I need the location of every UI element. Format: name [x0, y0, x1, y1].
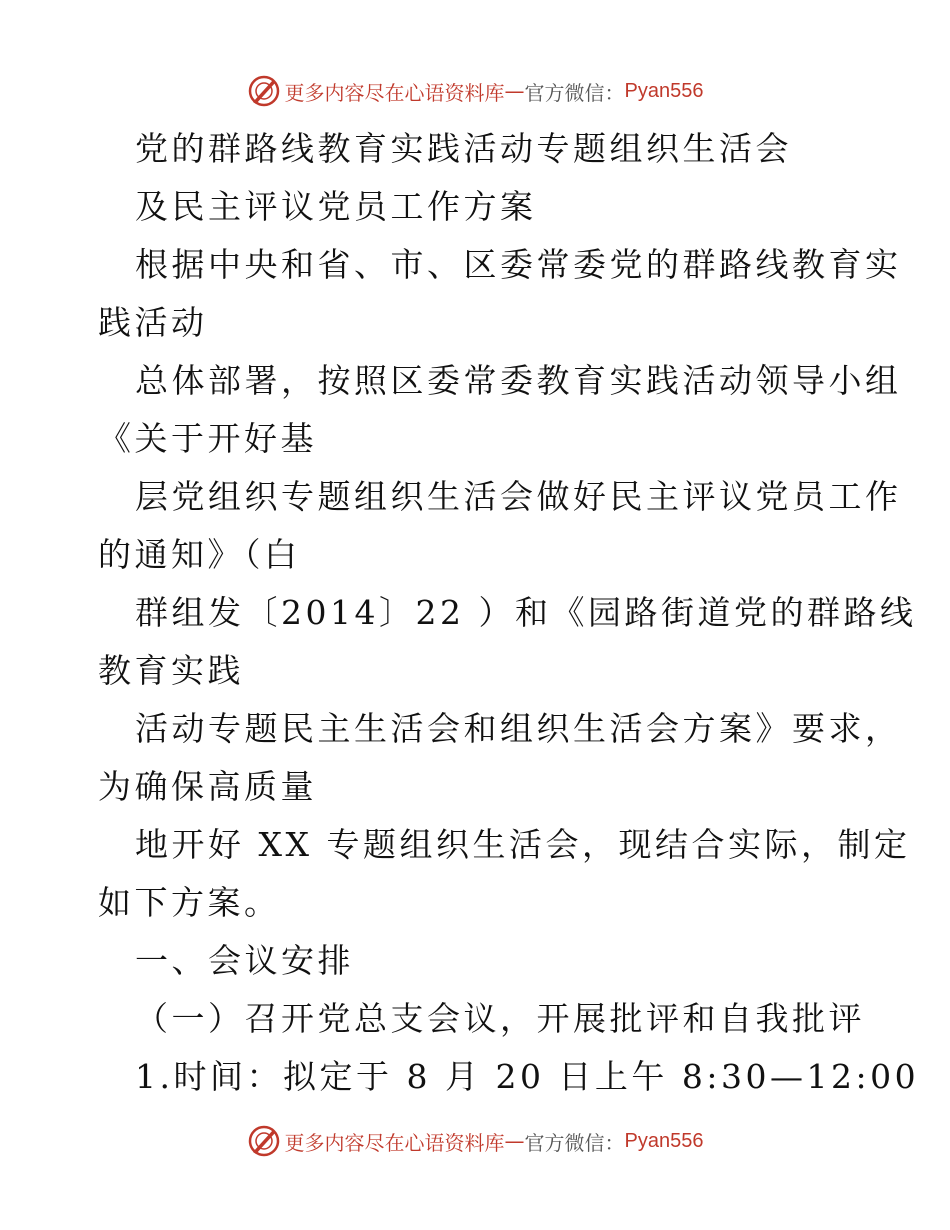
banner-wechat-label: 官方微信：	[524, 1130, 625, 1155]
doc-line: 1.时间：拟定于 8 月 20 日上午 8:30—12:00	[135, 1057, 920, 1096]
banner-handle: Pyan556	[624, 79, 704, 102]
doc-line: 总体部署，按照区委常委教育实践活动领导小组	[135, 361, 902, 400]
doc-line: 党的群路线教育实践活动专题组织生活会	[135, 129, 792, 168]
banner-text: 更多内容尽在心语资料库	[284, 1130, 505, 1155]
doc-line: 地开好 XX 专题组织生活会，现结合实际，制定	[135, 825, 911, 864]
doc-line: 群组发〔2014〕22 ）和《园路街道党的群路线	[135, 593, 917, 632]
banner-dash: —	[504, 1129, 525, 1153]
doc-line: 活动专题民主生活会和组织生活会方案》要求，	[135, 709, 902, 748]
footer-watermark-banner	[0, 1121, 950, 1161]
banner-dash: —	[504, 79, 525, 103]
document-body	[98, 120, 920, 1106]
doc-line: 践活动	[98, 303, 208, 342]
doc-line: 《关于开好基	[98, 419, 317, 458]
banner-text: 更多内容尽在心语资料库	[284, 80, 505, 105]
banner-handle: Pyan556	[624, 1129, 704, 1152]
doc-line: 根据中央和省、市、区委常委党的群路线教育实	[135, 245, 902, 284]
doc-line: 一、会议安排	[135, 941, 354, 980]
doc-line: 的通知》（白	[98, 535, 301, 574]
header-watermark-banner	[0, 71, 950, 111]
doc-line: 层党组织专题组织生活会做好民主评议党员工作	[135, 477, 902, 516]
brand-logo-icon	[247, 74, 281, 108]
doc-line: 教育实践	[98, 651, 244, 690]
doc-line: 为确保高质量	[98, 767, 317, 806]
doc-line: 及民主评议党员工作方案	[135, 187, 537, 226]
banner-wechat-label: 官方微信：	[524, 80, 625, 105]
doc-line: 如下方案。	[98, 883, 281, 922]
brand-logo-icon	[247, 1124, 281, 1158]
doc-line: （一）召开党总支会议，开展批评和自我批评	[135, 999, 865, 1038]
